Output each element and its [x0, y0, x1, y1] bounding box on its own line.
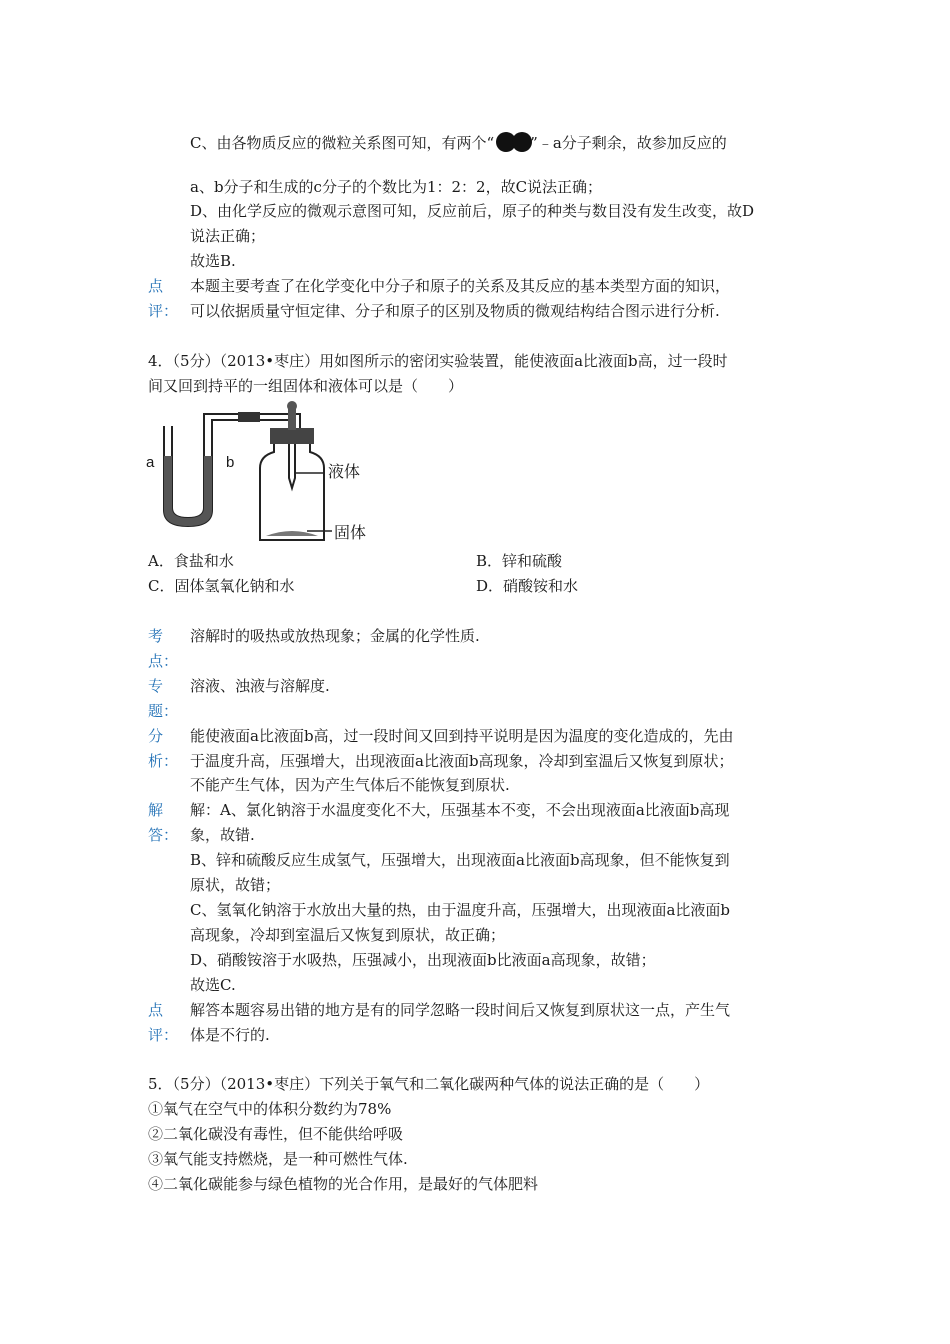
jieda-line1: 解：A、氯化钠溶于水温度变化不大，压强基本不变，不会出现液面a比液面b高现: [190, 801, 730, 819]
q3-option-d-line1: D、由化学反应的微观示意图可知，反应前后，原子的种类与数目没有发生改变，故D: [190, 202, 755, 220]
q3-comment-label-2: 评：: [148, 302, 179, 320]
q4-stem-line2: 间又回到持平的一组固体和液体可以是（ ）: [148, 377, 464, 395]
stopper: [270, 428, 314, 444]
dianping-line1: 解答本题容易出错的地方是有的同学忽略一段时间后又恢复到原状这一点，产生气: [190, 1001, 731, 1019]
jieda-label-2: 答：: [148, 826, 179, 844]
q5-stem: 5．（5分）（2013•枣庄）下列关于氧气和二氧化碳两种气体的说法正确的是（ ）: [148, 1075, 710, 1093]
dianping-line2: 体是不行的.: [190, 1026, 270, 1044]
jieda-line6: 高现象，冷却到室温后又恢复到原状，故正确；: [190, 926, 506, 944]
q3-comment-label-1: 点: [148, 277, 164, 295]
figure-label-solid: 固体: [334, 523, 367, 542]
zhuanti-label-1: 专: [148, 677, 164, 695]
q3-option-c-line2: a、b分子和生成的c分子的个数比为1：2：2，故C说法正确；: [190, 178, 603, 196]
q4-option-a: A．食盐和水: [148, 552, 234, 570]
figure-label-a: a: [146, 454, 155, 471]
q4-option-c: C．固体氢氧化钠和水: [148, 577, 295, 595]
q3-option-c-text-a: C、由各物质反应的微粒关系图可知，有两个“: [190, 134, 495, 152]
fenxi-label-1: 分: [148, 727, 164, 745]
jieda-line3: B、锌和硫酸反应生成氢气，压强增大，出现液面a比液面b高现象，但不能恢复到: [190, 851, 730, 869]
u-tube-liquid: [164, 456, 212, 526]
rubber-connector: [238, 412, 260, 422]
figure-label-liquid: 液体: [328, 462, 361, 481]
jieda-line4: 原状，故错；: [190, 876, 281, 894]
zhuanti-label-2: 题：: [148, 702, 179, 720]
q3-option-d-line2: 说法正确；: [190, 227, 266, 245]
jieda-line8: 故选C.: [190, 976, 236, 994]
q3-option-c-text-b: ”﹣a分子剩余，故参加反应的: [530, 134, 727, 152]
q3-choice: 故选B.: [190, 252, 236, 270]
jieda-line5: C、氢氧化钠溶于水放出大量的热，由于温度升高，压强增大，出现液面a比液面b: [190, 901, 731, 919]
kaodian-text: 溶解时的吸热或放热现象；金属的化学性质.: [190, 627, 480, 645]
q3-comment-line2: 可以依据质量守恒定律、分子和原子的区别及物质的微观结构结合图示进行分析.: [190, 302, 720, 320]
q4-option-b: B．锌和硫酸: [476, 552, 563, 570]
q4-option-d: D．硝酸铵和水: [476, 577, 579, 595]
jieda-line7: D、硝酸铵溶于水吸热，压强减小，出现液面b比液面a高现象，故错；: [190, 951, 656, 969]
q5-item2: ②二氧化碳没有毒性，但不能供给呼吸: [148, 1125, 404, 1143]
dianping-label-2: 评：: [148, 1026, 179, 1044]
q5-item1: ①氧气在空气中的体积分数约为78%: [148, 1100, 392, 1118]
fenxi-line2: 于温度升高，压强增大，出现液面a比液面b高现象，冷却到室温后又恢复到原状；: [190, 752, 734, 770]
fenxi-line1: 能使液面a比液面b高，过一段时间又回到持平说明是因为温度的变化造成的，先由: [190, 727, 734, 745]
dianping-label-1: 点: [148, 1001, 164, 1019]
fenxi-label-2: 析：: [148, 752, 179, 770]
q3-option-c-line1: [190, 132, 727, 156]
dropper-top: [287, 401, 297, 411]
u-tube-inner: [172, 426, 204, 518]
fenxi-line3: 不能产生气体，因为产生气体后不能恢复到原状.: [190, 776, 510, 794]
jieda-label-1: 解: [148, 801, 164, 819]
q5-item3: ③氧气能支持燃烧，是一种可燃性气体.: [148, 1150, 408, 1168]
q4-stem-line1: 4．（5分）（2013•枣庄）用如图所示的密闭实验装置，能使液面a比液面b高，过一段时: [148, 352, 728, 370]
jieda-line2: 象，故错.: [190, 826, 255, 844]
kaodian-label-2: 点：: [148, 652, 179, 670]
bottle: [260, 444, 324, 540]
q3-comment-line1: 本题主要考查了在化学变化中分子和原子的关系及其反应的基本类型方面的知识，: [190, 277, 731, 295]
kaodian-label-1: 考: [148, 627, 164, 645]
q5-item4: ④二氧化碳能参与绿色植物的光合作用，是最好的气体肥料: [148, 1175, 539, 1193]
dropper-tip: [289, 444, 295, 488]
figure-label-b: b: [226, 454, 235, 471]
zhuanti-text: 溶液、浊液与溶解度.: [190, 677, 330, 695]
molecule-icon: [496, 132, 528, 156]
